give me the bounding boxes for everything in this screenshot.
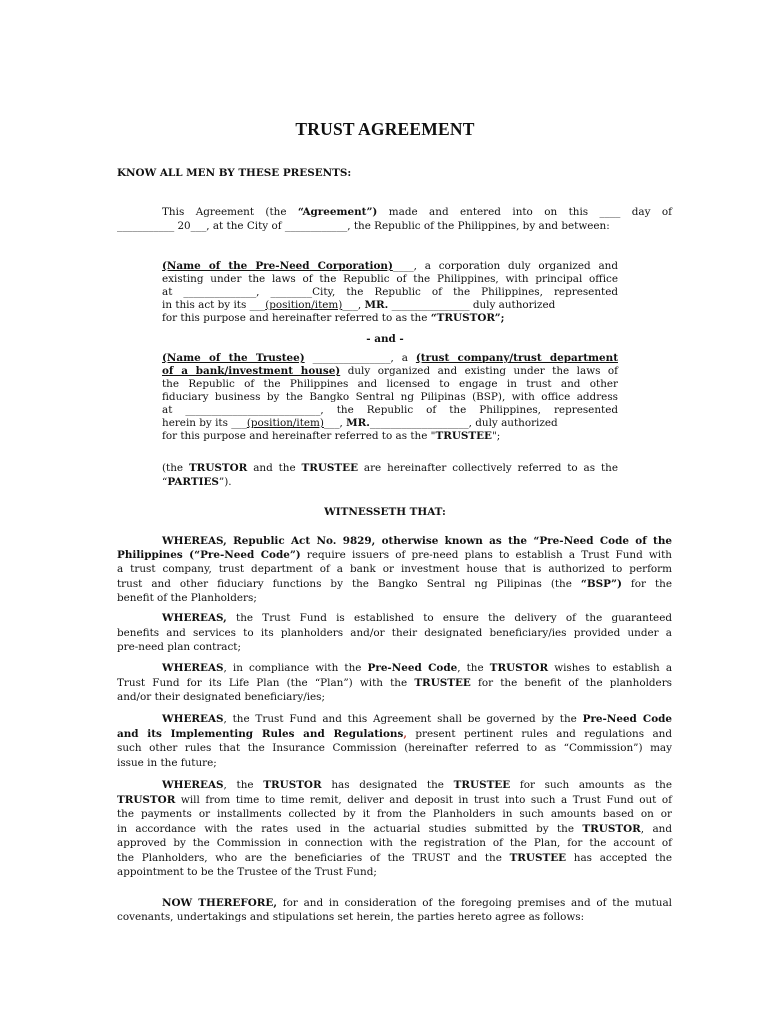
whereas5-line5: approved by the Commission in connection with the registration of the Plan, for the account of	[117, 837, 672, 849]
whereas5-line6: the Planholders, who are the beneficiaries of the TRUST and the TRUSTEE has accepted the	[117, 852, 673, 864]
now-therefore-line2: covenants, undertakings and stipulations set herein, the parties hereto agree as follows:	[117, 911, 585, 923]
trustor-line2: existing under the laws of the Republic of the Philippines, with principal office	[162, 273, 618, 285]
whereas2-line1: WHEREAS, the Trust Fund is established to ensure the delivery of the guaranteed	[162, 612, 672, 624]
trustee-name-placeholder: (Name of the Trustee)	[162, 352, 305, 364]
witnesseth-heading: WITNESSETH THAT:	[324, 506, 446, 518]
document-title: TRUST AGREEMENT	[295, 119, 475, 139]
parties-line2: “PARTIES”).	[162, 476, 232, 488]
trustee-line1: (Name of the Trustee) _______________, a (trust company/trust department	[162, 352, 618, 364]
trustee-line7: for this purpose and hereinafter referred to as the "TRUSTEE";	[162, 430, 501, 442]
whereas3-line3: and/or their designated beneficiary/ies;	[117, 691, 326, 703]
whereas4-line1: WHEREAS, the Trust Fund and this Agreement shall be governed by the Pre-Need Code	[162, 713, 673, 725]
trustor-line5: for this purpose and hereinafter referred to as the “TRUSTOR”;	[162, 312, 505, 324]
intro-heading: KNOW ALL MEN BY THESE PRESENTS:	[117, 167, 352, 179]
whereas5-line7: appointment to be the Trustee of the Trust Fund;	[117, 866, 377, 878]
trustee-line4: fiduciary business by the Bangko Sentral ng Pilipinas (BSP), with office address	[162, 391, 618, 403]
trustee-line6: herein by its ___(position/item)___, MR.___________________, duly authorized	[162, 417, 558, 429]
whereas1-line4: trust and other fiduciary functions by the Bangko Sentral ng Pilipinas (the “BSP”) for the	[117, 578, 672, 590]
whereas1-line1: WHEREAS, Republic Act No. 9829, otherwise known as the “Pre-Need Code of the	[162, 535, 672, 547]
trustor-line1: (Name of the Pre-Need Corporation)____, a corporation duly organized and	[162, 260, 618, 272]
whereas5-line2: TRUSTOR will from time to time remit, deliver and deposit in trust into such a Trust Fund out of	[117, 794, 672, 806]
trustee-line5: at __________________________, the Republic of the Philippines, represented	[162, 404, 618, 416]
trustor-line4: in this act by its ___(position/item)___, MR. _______________ duly authorized	[162, 299, 556, 311]
intro-paragraph-line2: ___________ 20___, at the City of ____________, the Republic of the Philippines, by and between:	[117, 220, 610, 232]
now-therefore-line1: NOW THEREFORE, for and in consideration of the foregoing premises and of the mutual	[162, 897, 672, 909]
whereas5-line3: the payments or installments collected by it from the Planholders in such amounts based on or	[117, 808, 672, 820]
trustor-line3: at ______________, ________City, the Republic of the Philippines, represented	[162, 286, 618, 298]
parties-line1: (the TRUSTOR and the TRUSTEE are hereinafter collectively referred to as the	[162, 462, 618, 474]
whereas3-line2: Trust Fund for its Life Plan (the “Plan”) with the TRUSTEE for the benefit of the planholders	[117, 677, 672, 689]
whereas3-line1: WHEREAS, in compliance with the Pre-Need Code, the TRUSTOR wishes to establish a	[162, 662, 673, 674]
trustee-line2: of a bank/investment house) duly organized and existing under the laws of	[162, 365, 618, 377]
whereas2-line2: benefits and services to its planholders and/or their designated beneficiary/ies provided under a	[117, 627, 672, 639]
trustor-name-placeholder: (Name of the Pre-Need Corporation)	[162, 260, 393, 272]
whereas5-line1: WHEREAS, the TRUSTOR has designated the TRUSTEE for such amounts as the	[162, 779, 672, 791]
whereas4-line2: and its Implementing Rules and Regulations, present pertinent rules and regulations and	[117, 728, 673, 740]
whereas4-line4: issue in the future;	[117, 757, 217, 769]
whereas1-line5: benefit of the Planholders;	[117, 592, 257, 604]
whereas5-line4: in accordance with the rates used in the actuarial studies submitted by the TRUSTOR, and	[117, 823, 672, 835]
trustee-line3: the Republic of the Philippines and licensed to engage in trust and other	[162, 378, 618, 390]
whereas4-line3: such other rules that the Insurance Commission (hereinafter referred to as “Commission”) may	[117, 742, 672, 754]
whereas2-line3: pre-need plan contract;	[117, 641, 241, 653]
whereas1-line2: Philippines (“Pre-Need Code”) require issuers of pre-need plans to establish a Trust Fund with	[117, 549, 672, 561]
whereas1-line3: a trust company, trust department of a bank or investment house that is authorized to perform	[117, 563, 672, 575]
and-separator: - and -	[366, 333, 404, 345]
intro-paragraph-line1: This Agreement (the “Agreement”) made and entered into on this ____ day of	[162, 206, 672, 218]
